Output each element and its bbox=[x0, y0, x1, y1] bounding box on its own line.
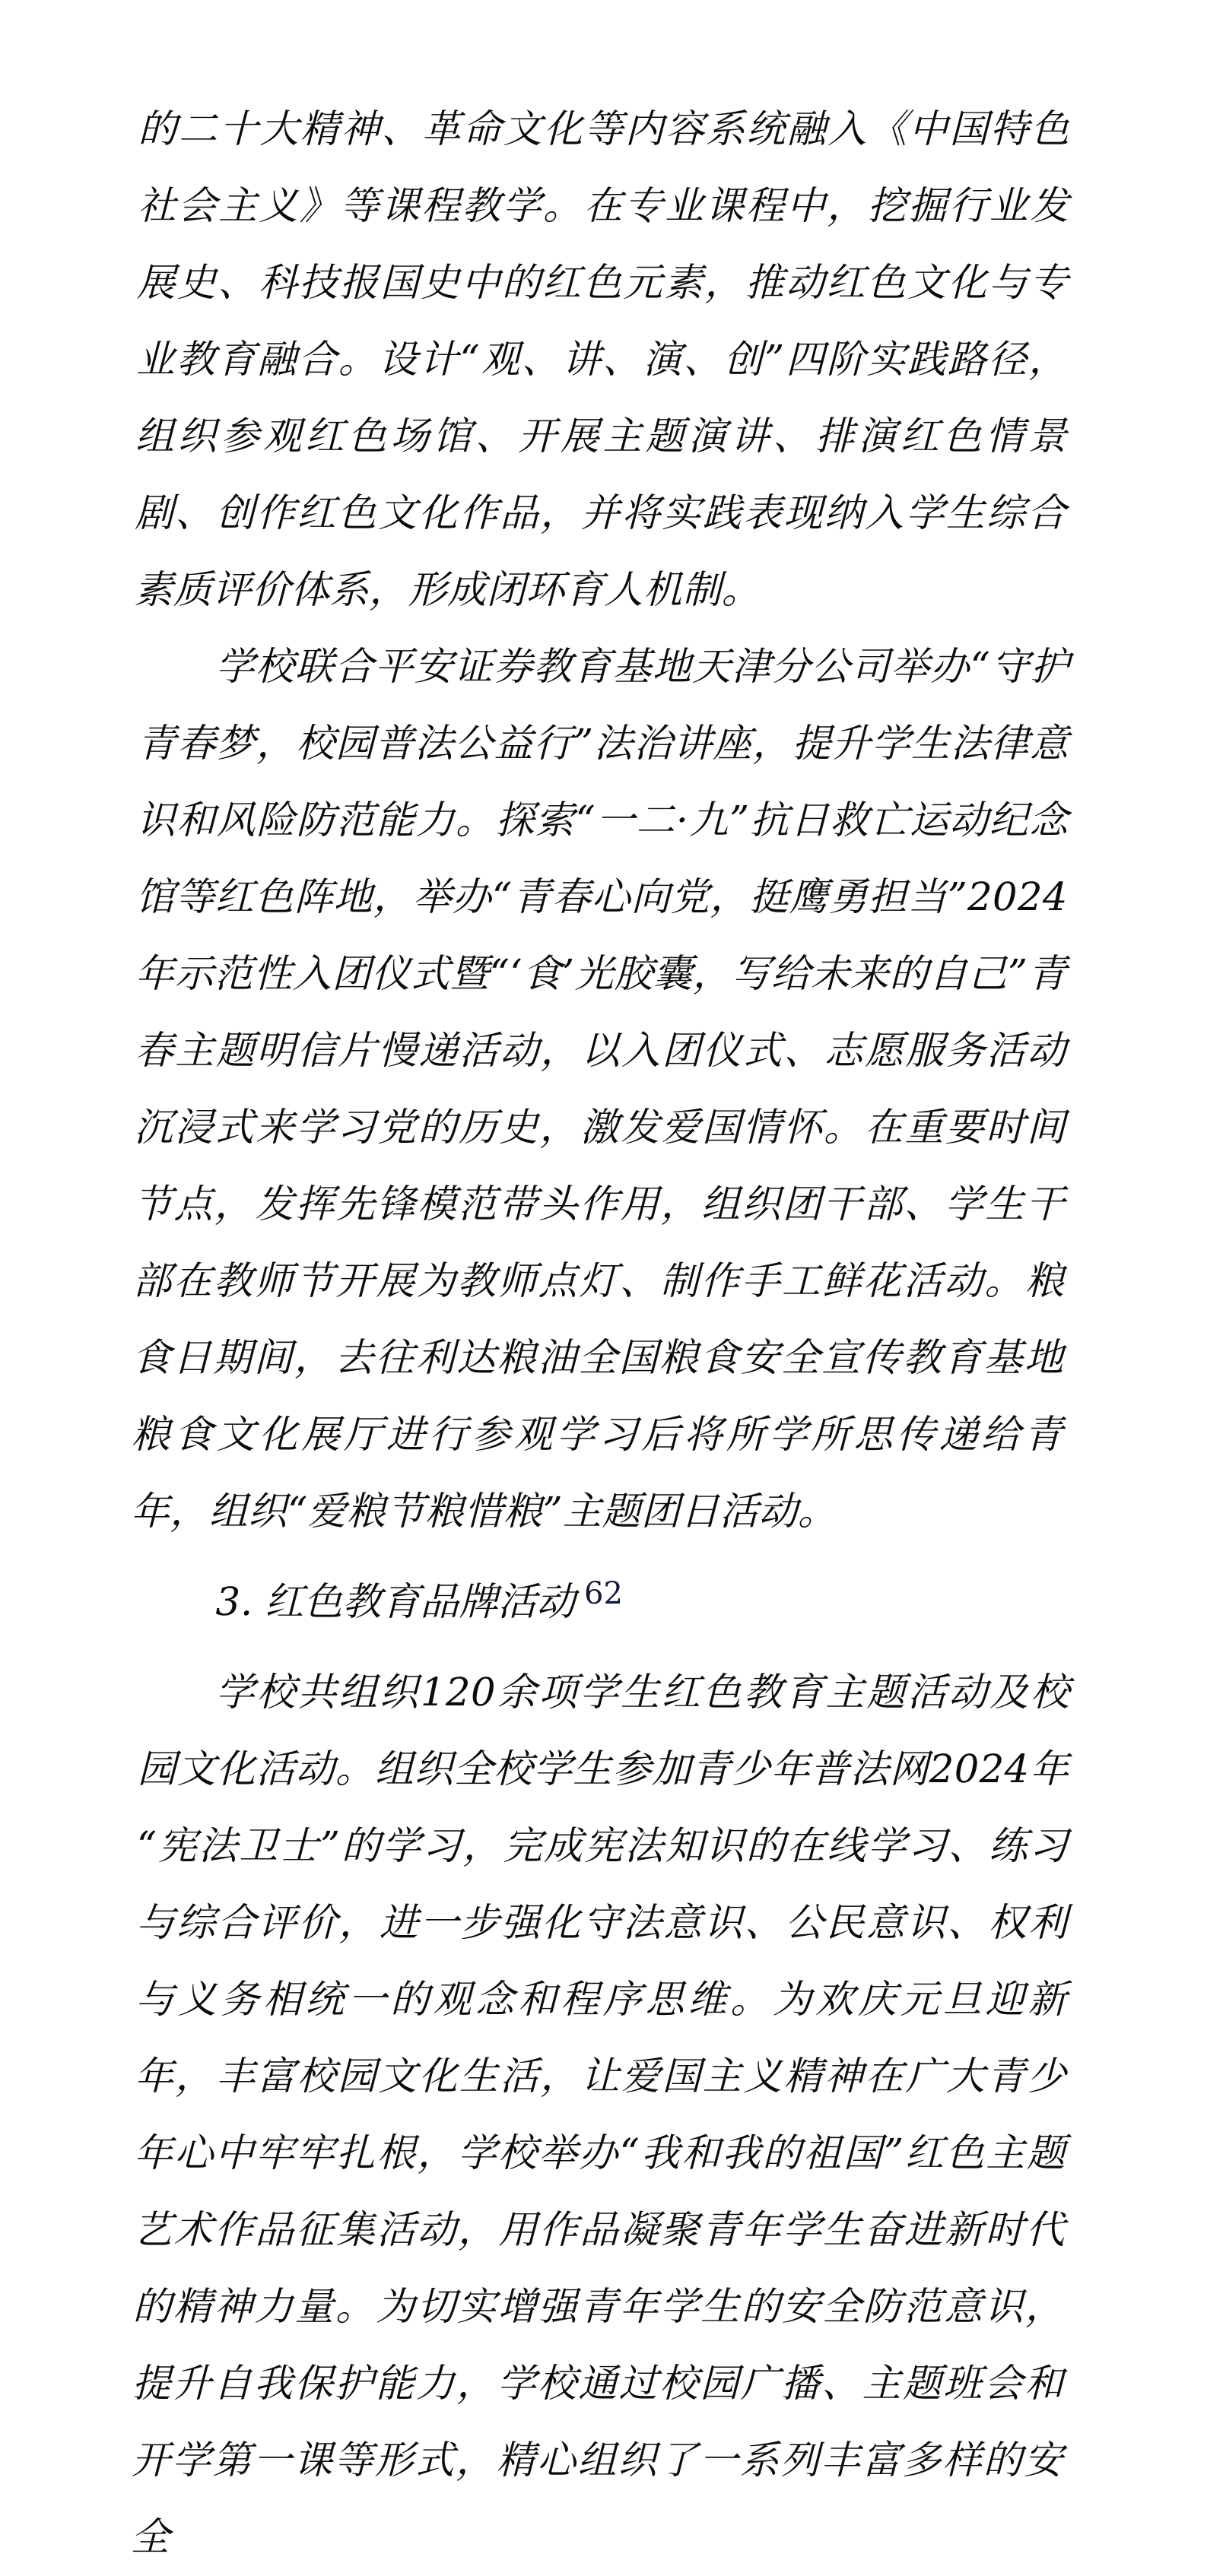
paragraph-continued: 的二十大精神、革命文化等内容系统融入《中国特色社会主义》等课程教学。在专业课程中，挖掘行业发展史、科技报国史中的红色元素，推动红色文化与专业教育融合。设计“观、讲、演、创”四阶实践路径，组织参观红色场馆、开展主题演讲、排演红色情景剧、创作红色文化作品，并将实践表现纳入学生综合素质评价体系，形成闭环育人机制。 bbox=[134, 107, 1070, 613]
heading-spacer bbox=[138, 1641, 1070, 1654]
page-content bbox=[130, 91, 1070, 2576]
section-heading-3: 3. 红色教育品牌活动 bbox=[215, 1580, 576, 1625]
section-spacer bbox=[138, 1550, 1070, 1564]
paragraph-brand-activities: 学校共组织120余项学生红色教育主题活动及校园文化活动。组织全校学生参加青少年普法网2024年“宪法卫士”的学习，完成宪法知识的在线学习、练习与综合评价，进一步强化守法意识、公民意识、权利与义务相统一的观念和程序思维。为欢庆元旦迎新年，丰富校园文化生活，让爱国主义精神在广大青少年心中牢牢扎根，学校举办“我和我的祖国”红色主题艺术作品征集活动，用作品凝聚青年学生奋进新时代的精神力量。为切实增强青年学生的安全防范意识，提升自我保护能力，学校通过校园广播、主题班会和开学第一课等形式，精心组织了一系列丰富多样的安全 bbox=[130, 1670, 1070, 2560]
page-number: 62 bbox=[584, 1576, 623, 1611]
paragraph-law-education: 学校联合平安证券教育基地天津分公司举办“守护青春梦，校园普法公益行”法治讲座，提升学生法律意识和风险防范能力。探索“一二·九”抗日救亡运动纪念馆等红色阵地，举办“青春心向党，挺鹰勇担当”2024年示范性入团仪式暨“‘食’光胶囊，写给未来的自己”青春主题明信片慢递活动，以入团仪式、志愿服务活动沉浸式来学习党的历史，激发爱国情怀。在重要时间节点，发挥先锋模范带头作用，组织团干部、学生干部在教师节开展为教师点灯、制作手工鲜花活动。粮食日期间，去往利达粮油全国粮食安全宣传教育基地粮食文化展厅进行参观学习后将所学所思传递给青年，组织“爱粮节粮惜粮”主题团日活动。 bbox=[130, 645, 1070, 1534]
